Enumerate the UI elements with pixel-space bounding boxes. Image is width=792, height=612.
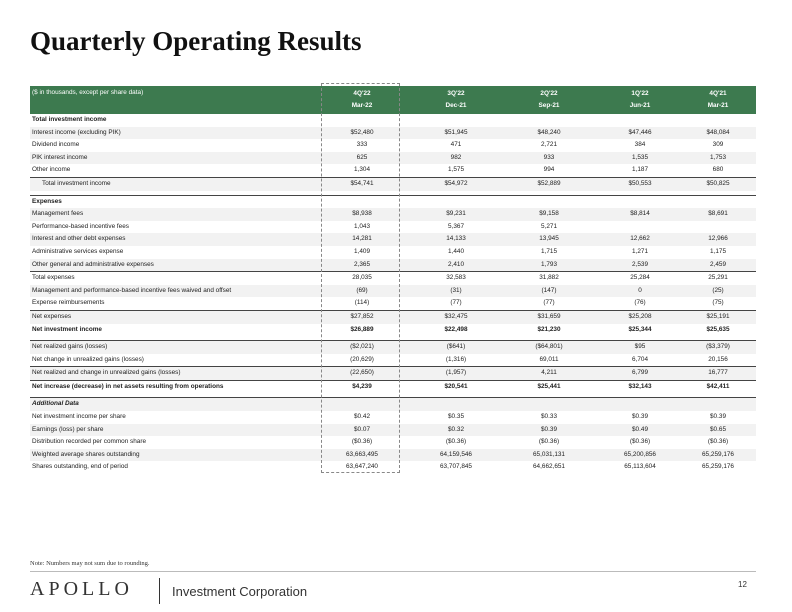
table-cell: $8,814	[630, 210, 650, 218]
row-label: Net change in unrealized gains (losses)	[32, 355, 144, 363]
table-row	[30, 233, 756, 246]
table-cell: 1,304	[354, 166, 370, 174]
row-label: Total expenses	[32, 274, 75, 282]
header-quarter: 2Q'22	[540, 90, 558, 97]
table-cell: (77)	[450, 299, 462, 307]
table-cell: (31)	[450, 286, 462, 294]
table-cell: $0.33	[541, 413, 557, 421]
table-cell: $8,938	[352, 210, 372, 218]
row-label: Expenses	[32, 197, 62, 205]
table-cell: 25,284	[630, 274, 650, 282]
table-cell: 933	[543, 153, 555, 161]
table-cell: 65,259,176	[702, 463, 734, 471]
table-cell: ($2,021)	[350, 343, 374, 351]
table-cell: (1,957)	[445, 369, 467, 377]
footnote: Note: Numbers may not sum due to rounding.	[30, 560, 150, 567]
table-cell: 16,777	[708, 369, 728, 377]
table-cell: 13,945	[539, 235, 559, 243]
table-cell: $51,945	[444, 128, 468, 136]
operating-results-table	[30, 86, 756, 474]
table-cell: 471	[450, 141, 462, 149]
table-cell: 1,793	[541, 260, 557, 268]
row-label: Performance-based incentive fees	[32, 222, 129, 230]
table-row	[30, 271, 756, 285]
table-cell: $52,889	[537, 179, 561, 187]
table-cell: $50,825	[706, 179, 730, 187]
table-cell: 25,291	[708, 274, 728, 282]
table-cell: 384	[634, 141, 646, 149]
table-cell: 12,662	[630, 235, 650, 243]
table-cell: 64,159,546	[440, 450, 472, 458]
table-row	[30, 208, 756, 221]
table-cell: $8,691	[708, 210, 728, 218]
table-cell: ($0.36)	[351, 438, 373, 446]
row-label: Administrative services expense	[32, 247, 124, 255]
row-label: Distribution recorded per common share	[32, 438, 147, 446]
row-label: Net increase (decrease) in net assets resulting from operations	[32, 382, 224, 390]
apollo-logo: APOLLO	[30, 578, 133, 600]
table-row	[30, 354, 756, 367]
table-row	[30, 449, 756, 462]
table-cell: $32,475	[444, 312, 468, 320]
table-row	[30, 461, 756, 474]
table-cell: 2,721	[541, 141, 557, 149]
table-cell: $0.35	[448, 413, 464, 421]
table-cell: 1,271	[632, 247, 648, 255]
table-cell: 65,031,131	[533, 450, 565, 458]
row-label: Net realized gains (losses)	[32, 343, 108, 351]
table-cell: 14,281	[352, 235, 372, 243]
row-label: Expense reimbursements	[32, 299, 105, 307]
header-period: Mar-21	[707, 102, 729, 109]
section-heading-row	[30, 397, 756, 411]
table-row	[30, 366, 756, 380]
table-cell: 65,200,856	[624, 450, 656, 458]
table-row	[30, 340, 756, 354]
row-label: Additional Data	[32, 400, 79, 408]
header-units-label: ($ in thousands, except per share data)	[32, 89, 144, 96]
table-cell: 32,583	[446, 274, 466, 282]
row-label: Interest and other debt expenses	[32, 235, 126, 243]
table-cell: 69,011	[539, 355, 559, 363]
table-cell: 63,647,240	[346, 463, 378, 471]
table-cell: $21,230	[537, 325, 561, 333]
row-label: PIK interest income	[32, 153, 88, 161]
table-cell: $9,158	[539, 210, 559, 218]
table-cell: 680	[712, 166, 724, 174]
table-cell: $4,239	[352, 382, 372, 390]
table-cell: 1,409	[354, 247, 370, 255]
table-cell: 994	[543, 166, 555, 174]
header-quarter: 4Q'22	[353, 90, 371, 97]
row-label: Shares outstanding, end of period	[32, 463, 128, 471]
row-label: Net investment income	[32, 325, 102, 333]
row-label: Net investment income per share	[32, 413, 126, 421]
row-label: Earnings (loss) per share	[32, 425, 104, 433]
table-cell: $27,852	[350, 312, 374, 320]
page-number: 12	[738, 580, 747, 589]
table-cell: $0.39	[541, 425, 557, 433]
section-heading-row	[30, 195, 756, 209]
table-cell: 12,966	[708, 235, 728, 243]
table-cell: $25,191	[706, 312, 730, 320]
table-row	[30, 177, 756, 191]
table-cell: 6,704	[632, 355, 648, 363]
table-cell: 5,271	[541, 222, 557, 230]
table-cell: ($64,801)	[535, 343, 563, 351]
table-row	[30, 152, 756, 165]
table-cell: 65,113,604	[624, 463, 656, 471]
table-cell: $42,411	[706, 382, 730, 390]
row-label: Interest income (excluding PIK)	[32, 128, 121, 136]
table-cell: 31,882	[539, 274, 559, 282]
table-cell: (1,316)	[445, 355, 467, 363]
table-cell: (20,629)	[350, 355, 374, 363]
header-period: Jun-21	[629, 102, 651, 109]
table-cell: 65,259,176	[702, 450, 734, 458]
table-cell: 1,175	[710, 247, 726, 255]
table-cell: 1,535	[632, 153, 648, 161]
table-cell: 20,156	[708, 355, 728, 363]
table-cell: $0.39	[632, 413, 648, 421]
table-cell: (114)	[354, 299, 370, 307]
table-row	[30, 411, 756, 424]
table-cell: 1,187	[632, 166, 648, 174]
table-cell: (147)	[541, 286, 557, 294]
table-row	[30, 310, 756, 324]
row-label: Weighted average shares outstanding	[32, 450, 140, 458]
header-quarter: 1Q'22	[631, 90, 649, 97]
table-cell: (69)	[356, 286, 368, 294]
row-label: Management and performance-based incentive fees waived and offset	[32, 286, 232, 294]
table-cell: (75)	[712, 299, 724, 307]
table-cell: ($641)	[446, 343, 466, 351]
row-label: Other income	[32, 166, 71, 174]
table-cell: 6,799	[632, 369, 648, 377]
row-label: Management fees	[32, 210, 84, 218]
table-cell: 0	[638, 286, 642, 294]
table-cell: $54,972	[444, 179, 468, 187]
table-cell: 2,459	[710, 260, 726, 268]
table-cell: $22,498	[444, 325, 468, 333]
table-cell: 625	[356, 153, 368, 161]
table-cell: $25,635	[706, 325, 730, 333]
table-cell: $9,231	[446, 210, 466, 218]
table-cell: 63,663,495	[346, 450, 378, 458]
table-cell: $50,553	[628, 179, 652, 187]
table-cell: $95	[634, 343, 646, 351]
table-cell: ($0.36)	[538, 438, 560, 446]
table-cell: 2,539	[632, 260, 648, 268]
footer-divider	[30, 571, 756, 572]
table-cell: ($3,379)	[706, 343, 730, 351]
logo-divider	[159, 578, 160, 604]
table-row	[30, 127, 756, 140]
section-heading-row	[30, 114, 756, 127]
table-cell: (25)	[712, 286, 724, 294]
table-cell: (76)	[634, 299, 646, 307]
table-cell: $32,143	[628, 382, 652, 390]
company-name: Investment Corporation	[172, 584, 308, 599]
header-period: Dec-21	[445, 102, 467, 109]
table-cell: $0.39	[710, 413, 726, 421]
table-cell: $25,344	[628, 325, 652, 333]
table-row	[30, 436, 756, 449]
table-row	[30, 424, 756, 437]
table-cell: 1,715	[541, 247, 557, 255]
table-cell: $52,480	[350, 128, 374, 136]
table-cell: $0.49	[632, 425, 648, 433]
table-cell: 982	[450, 153, 462, 161]
row-label: Other general and administrative expenses	[32, 260, 154, 268]
table-cell: $54,741	[350, 179, 374, 187]
table-cell: (22,650)	[350, 369, 374, 377]
page-title: Quarterly Operating Results	[30, 26, 362, 56]
table-cell: $31,659	[537, 312, 561, 320]
table-cell: $0.42	[354, 413, 370, 421]
table-row	[30, 380, 756, 394]
table-cell: 333	[356, 141, 368, 149]
table-row	[30, 285, 756, 298]
table-cell: $0.07	[354, 425, 370, 433]
table-cell: 28,035	[352, 274, 372, 282]
table-cell: $25,208	[628, 312, 652, 320]
table-cell: 1,753	[710, 153, 726, 161]
table-cell: $25,441	[537, 382, 561, 390]
table-cell: ($0.36)	[629, 438, 651, 446]
table-cell: 5,367	[448, 222, 464, 230]
table-cell: 1,575	[448, 166, 464, 174]
table-cell: 309	[712, 141, 724, 149]
row-label: Total investment income	[42, 179, 111, 187]
table-cell: 1,440	[448, 247, 464, 255]
table-row	[30, 297, 756, 310]
table-cell: 14,133	[446, 235, 466, 243]
row-label: Net expenses	[32, 312, 72, 320]
table-cell: (77)	[543, 299, 555, 307]
header-period: Mar-22	[351, 102, 373, 109]
table-cell: $0.65	[710, 425, 726, 433]
table-cell: 64,662,651	[533, 463, 565, 471]
header-period: Sep-21	[538, 102, 560, 109]
table-cell: $48,240	[537, 128, 561, 136]
table-cell: 2,365	[354, 260, 370, 268]
table-row	[30, 324, 756, 337]
table-cell: $0.32	[448, 425, 464, 433]
table-cell: $20,541	[444, 382, 468, 390]
table-cell: ($0.36)	[707, 438, 729, 446]
table-row	[30, 139, 756, 152]
table-row	[30, 259, 756, 272]
table-row	[30, 164, 756, 177]
table-cell: 63,707,845	[440, 463, 472, 471]
table-cell: 1,043	[354, 222, 370, 230]
row-label: Net realized and change in unrealized gains (losses)	[32, 369, 181, 377]
header-quarter: 4Q'21	[709, 90, 727, 97]
header-quarter: 3Q'22	[447, 90, 465, 97]
table-cell: 4,211	[541, 369, 557, 377]
row-label: Total investment income	[32, 116, 107, 123]
table-cell: 2,410	[448, 260, 464, 268]
table-header	[30, 86, 756, 114]
row-label: Dividend income	[32, 141, 80, 149]
table-cell: $48,084	[706, 128, 730, 136]
table-row	[30, 221, 756, 234]
table-cell: $47,446	[628, 128, 652, 136]
table-row	[30, 246, 756, 259]
table-cell: ($0.36)	[445, 438, 467, 446]
table-cell: $26,889	[350, 325, 374, 333]
